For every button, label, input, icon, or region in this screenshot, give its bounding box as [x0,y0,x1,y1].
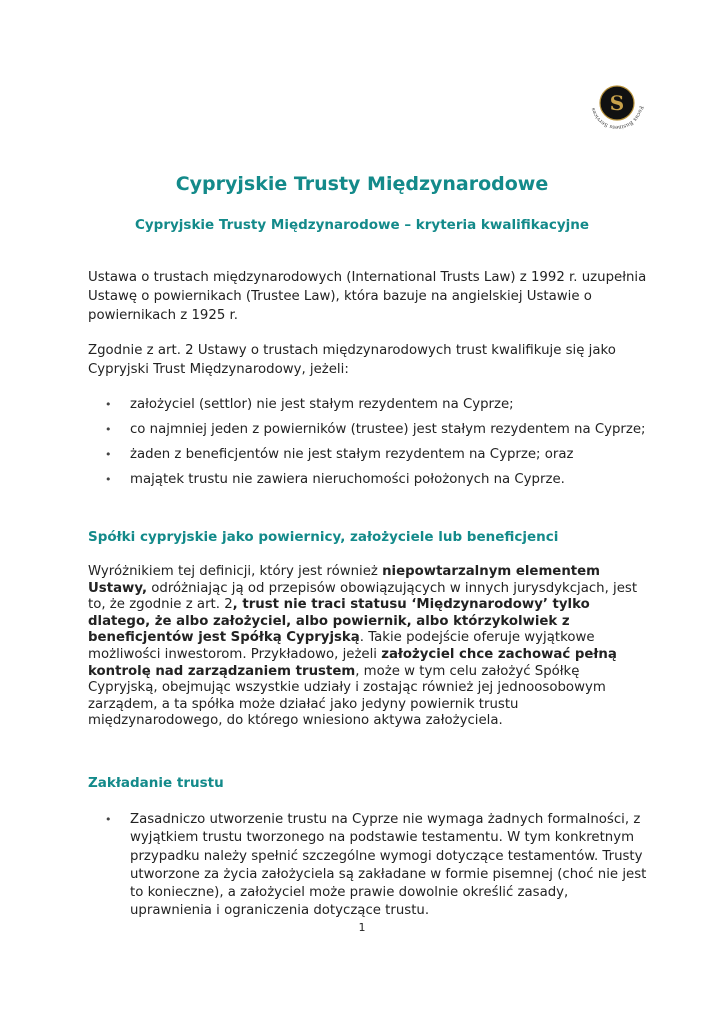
section-heading-zakladanie: Zakładanie trustu [88,775,224,791]
list-item: • żaden z beneficjentów nie jest stałym rezydentem na Cyprze; oraz [105,447,574,462]
list-item: • majątek trustu nie zawiera nieruchomości położonych na Cyprze. [105,472,565,487]
bullet-icon: • [105,448,112,461]
zakladanie-list [88,811,648,921]
bullet-icon: • [105,813,112,826]
bullet-icon: • [105,423,112,436]
list-item: • co najmniej jeden z powierników (trustee) jest stałym rezydentem na Cyprze; [105,422,646,437]
section-heading-spolki: Spółki cypryjskie jako powiernicy, założyciele lub beneficjenci [88,529,559,545]
logo-ring-text: Focus Business Services [590,105,644,131]
logo-monogram: S [609,91,625,115]
list-item: • założyciel (settlor) nie jest stałym rezydentem na Cyprze; [105,397,514,412]
document-subtitle: Cypryjskie Trusty Międzynarodowe – kryteria kwalifikacyjne [134,217,590,233]
list-item: • Zasadniczo utworzenie trustu na Cyprze nie wymaga żadnych formalności, z wyjątkiem trustu tworzonego na podstawie testamentu. W tym konkretnym przypadku należy spełnić szczególne wymogi dotyczące testamentów. Trusty utworzone za życia założyciela są zakładane w formie pisemnej (choć nie jest to konieczne), a założyciel może prawie dowolnie określić zasady, uprawnienia i ograniczenia dotyczące trustu. [105,812,647,919]
criteria-intro-paragraph: Zgodnie z art. 2 Ustawy o trustach międzynarodowych trust kwalifikuje się jako Cypryjski Trust Międzynarodowy, jeżeli: [88,343,616,377]
criteria-list [88,395,648,495]
company-logo [588,74,646,132]
bullet-icon: • [105,473,112,486]
bullet-icon: • [105,398,112,411]
document-title: Cypryjskie Trusty Międzynarodowe [175,173,549,195]
intro-paragraph: Ustawa o trustach międzynarodowych (International Trusts Law) z 1992 r. uzupełnia Ustawę o powiernikach (Trustee Law), która bazuje na angielskiej Ustawie o powiernikach z 1925 r. [88,270,647,323]
spolki-paragraph: Wyróżnikiem tej definicji, który jest również niepowtarzalnym elementem Ustawy, odróżniając ją od przepisów obowiązujących w innych jurysdykcjach, jest to, że zgodnie z art. 2, trust nie traci statusu ‘Międzynarodowy’ tylko dlatego, że albo założyciel, albo powiernik, albo którzykolwiek z beneficjentów jest Spółką Cypryjską. Takie podejście oferuje wyjątkowe możliwości inwestorom. Przykładowo, jeżeli założyciel chce zachować pełną kontrolę nad zarządzaniem trustem, może w tym celu założyć Spółkę Cypryjską, obejmując wszystkie udziały i zostając również jej jednoosobowym zarządem, a ta spółka może działać jako jedyny powiernik trustu międzynarodowego, do którego wniesiono aktywa założyciela. [88,564,638,729]
page-number: 1 [358,921,366,934]
